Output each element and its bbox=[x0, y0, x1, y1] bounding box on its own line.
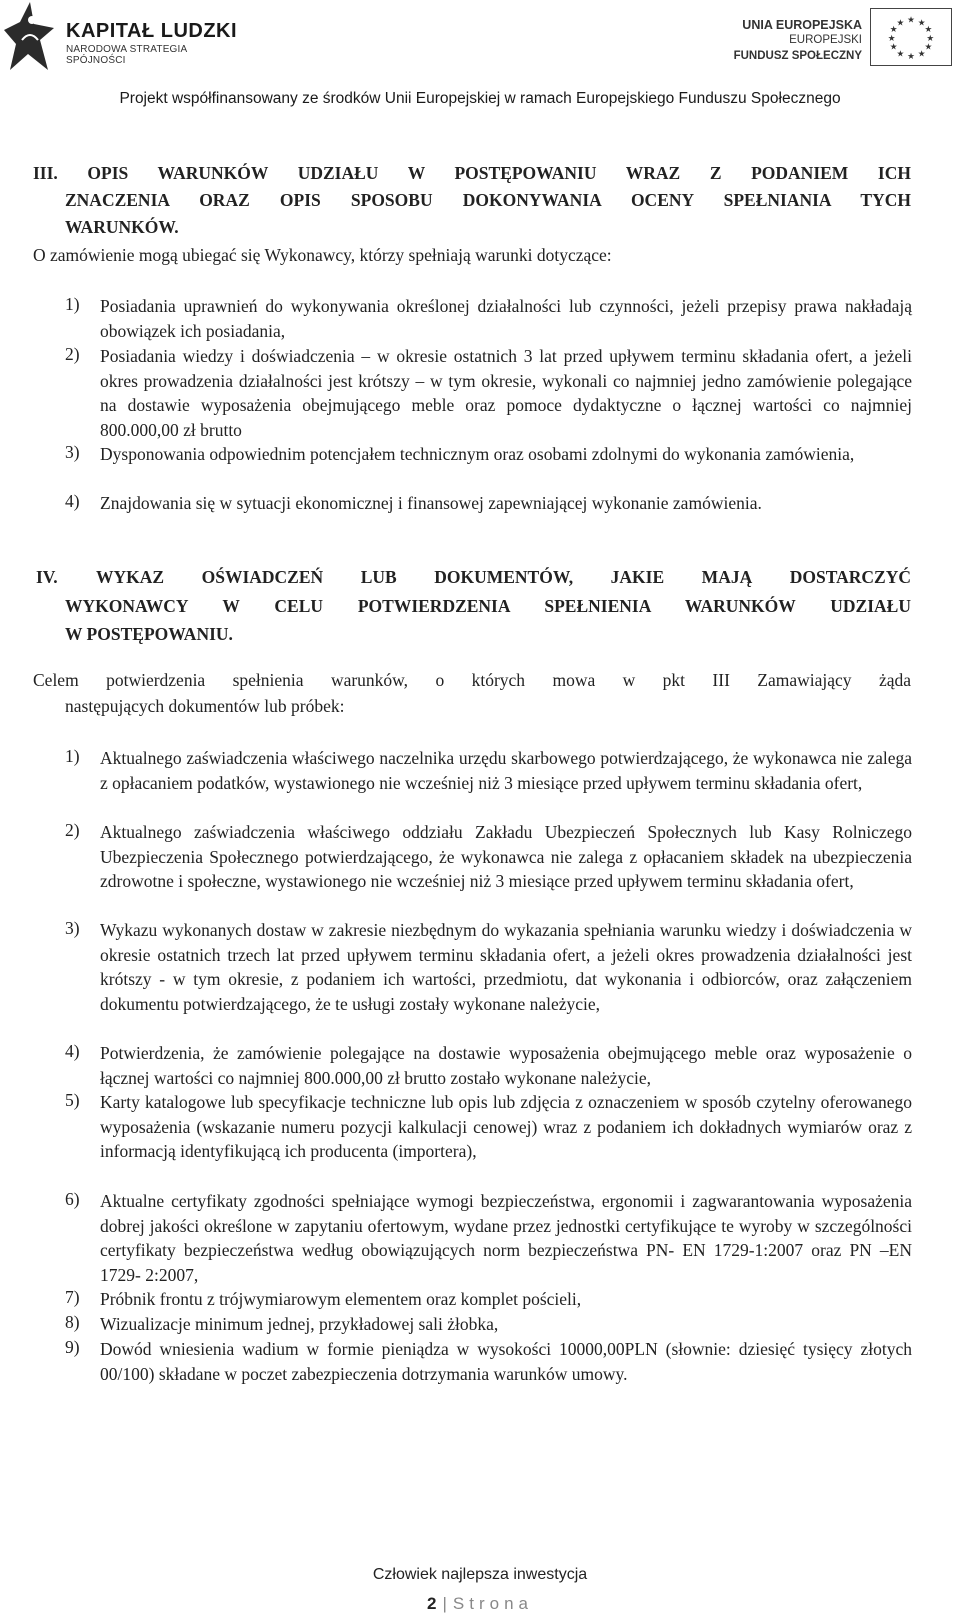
kapital-ludzki-subtitle: NARODOWA STRATEGIA SPÓJNOŚCI bbox=[66, 44, 187, 66]
footer-motto: Człowiek najlepsza inwestycja bbox=[372, 1566, 588, 1583]
eu-flag-icon bbox=[870, 8, 952, 66]
svg-text:★: ★ bbox=[907, 52, 915, 63]
section3-item3-text: Dysponowania odpowiednim potencjałem technicznym oraz osobami zdolnymi do wykonania zamówienia, bbox=[100, 444, 855, 464]
section4-item5-number: 5) bbox=[65, 1090, 80, 1110]
svg-text:★: ★ bbox=[896, 18, 905, 29]
svg-text:★: ★ bbox=[896, 49, 905, 60]
section4-heading-line3: W POSTĘPOWANIU. bbox=[65, 624, 233, 644]
section4-item9-text: Dowód wniesienia wadium w formie pieniądza w wysokości 10000,00PLN (słownie: dziesięć tysięcy złotych 00/100) składane w poczet zabezpieczenia dotrzymania warunków umowy. bbox=[100, 1339, 912, 1384]
project-cofinancing-line: Projekt współfinansowany ze środków Unii Europejskiej w ramach Europejskiego Funduszu Społecznego bbox=[119, 90, 841, 107]
kapital-ludzki-title: KAPITAŁ LUDZKI bbox=[66, 20, 238, 42]
section4-item4-text: Potwierdzenia, że zamówienie polegające na dostawie wyposażenia obejmującego meble oraz wyposażenie o łącznej wartości co najmniej 800.000,00 zł brutto zostało wykonane należycie, bbox=[100, 1043, 912, 1088]
section3-item3-number: 3) bbox=[65, 442, 80, 462]
section4-item5-text: Karty katalogowe lub specyfikacje techniczne lub opis lub zdjęcia z oznaczeniem w sposób czytelny oferowanego wyposażenia (wskazanie numeru pozycji kalkulacji cenowej) wraz z podaniem ich dokładnych wymiarów oraz z informacją identyfikującą ich producenta (importera), bbox=[100, 1092, 912, 1161]
section4-item8-number: 8) bbox=[65, 1312, 80, 1332]
kapital-ludzki-logo bbox=[2, 0, 242, 78]
eu-line2: EUROPEJSKI bbox=[789, 34, 862, 46]
section4-heading-line2: WYKONAWCY W CELU POTWIERDZENIA SPEŁNIENIA WARUNKÓW UDZIAŁU bbox=[65, 596, 911, 616]
page-number: 2 bbox=[427, 1594, 437, 1613]
page-label: Strona bbox=[452, 1594, 533, 1613]
section4-number: IV. bbox=[36, 567, 58, 587]
section4-intro-line2: następujących dokumentów lub próbek: bbox=[65, 696, 345, 716]
svg-text:★: ★ bbox=[889, 42, 898, 53]
eu-line3: FUNDUSZ SPOŁECZNY bbox=[733, 50, 862, 62]
svg-text:★: ★ bbox=[917, 18, 926, 29]
page-separator: | bbox=[442, 1594, 447, 1613]
section4-item2-text: Aktualnego zaświadczenia właściwego oddziału Zakładu Ubezpieczeń Społecznych lub Kasy Rolniczego Ubezpieczenia Społecznego potwierdzającego, że wykonawca nie zalega z opłacaniem składek na ubezpieczenia zdrowotne i społeczne, wystawionego nie wcześniej niż 3 miesiące przed upływem terminu składania ofert, bbox=[100, 822, 912, 891]
section3-heading-line2: ZNACZENIA ORAZ OPIS SPOSOBU DOKONYWANIA OCENY SPEŁNIANIA TYCH bbox=[65, 190, 911, 210]
section4-item9-number: 9) bbox=[65, 1337, 80, 1357]
section4-item8-text: Wizualizacje minimum jednej, przykładowej sali żłobka, bbox=[100, 1314, 499, 1334]
section3-item2-text: Posiadania wiedzy i doświadczenia – w okresie ostatnich 3 lat przed upływem terminu składania ofert, a jeżeli okres prowadzenia działalności jest krótszy – w tym okresie, wykonali co najmniej jedno zamówienie polegające na dostawie wyposażenia obejmującego meble oraz pomoce dydaktyczne o łącznej wartości co najmniej 800.000,00 zł brutto bbox=[100, 346, 912, 440]
kapital-ludzki-emblem-icon bbox=[2, 0, 56, 76]
section4-item4-number: 4) bbox=[65, 1041, 80, 1061]
svg-text:★: ★ bbox=[907, 15, 915, 26]
section4-item1-text: Aktualnego zaświadczenia właściwego naczelnika urzędu skarbowego potwierdzającego, że wykonawca nie zalega z opłacaniem podatków, wystawionego nie wcześniej niż 3 miesiące przed upływem terminu składania ofert, bbox=[100, 748, 912, 793]
section3-item2-number: 2) bbox=[65, 344, 80, 364]
section4-item2-number: 2) bbox=[65, 820, 80, 840]
svg-text:★: ★ bbox=[917, 49, 926, 60]
section3-item4-number: 4) bbox=[65, 491, 80, 511]
section4-item6-number: 6) bbox=[65, 1189, 80, 1209]
section4-heading-line1: WYKAZ OŚWIADCZEŃ LUB DOKUMENTÓW, JAKIE MAJĄ DOSTARCZYĆ bbox=[96, 567, 911, 587]
section4-item1-number: 1) bbox=[65, 746, 80, 766]
section4-item7-text: Próbnik frontu z trójwymiarowym elementem oraz komplet pościeli, bbox=[100, 1289, 582, 1309]
section4-item3-number: 3) bbox=[65, 918, 80, 938]
section4-item3-text: Wykazu wykonanych dostaw w zakresie niezbędnym do wykazania spełniania warunku wiedzy i doświadczenia w okresie ostatnich trzech lat przed upływem terminu składania ofert, a jeżeli okres prowadzenia działalności jest krótszy - w tym okresie, z podaniem ich wartości, przedmiotu, dat wykonania i odbiorców, oraz załączeniem dokumentu potwierdzającego, że te usługi zostały wykonane należycie, bbox=[100, 920, 912, 1014]
section3-item1-number: 1) bbox=[65, 294, 80, 314]
eu-line1: UNIA EUROPEJSKA bbox=[742, 18, 862, 32]
svg-text:★: ★ bbox=[926, 33, 935, 44]
section3-item4-text: Znajdowania się w sytuacji ekonomicznej i finansowej zapewniającej wykonanie zamówienia. bbox=[100, 493, 762, 513]
svg-text:★: ★ bbox=[887, 33, 896, 44]
section4-item7-number: 7) bbox=[65, 1287, 80, 1307]
section3-heading-line1: III. OPIS WARUNKÓW UDZIAŁU W POSTĘPOWANIU WRAZ Z PODANIEM ICH bbox=[33, 163, 911, 183]
section4-item6-text: Aktualne certyfikaty zgodności spełniające wymogi bezpieczeństwa, ergonomii i zagwarantowania wyposażenia dobrej jakości określone w zapytaniu ofertowym, wydane przez jednostki certyfikujące te wyroby w szczególności certyfikaty bezpieczeństwa według obowiązujących norm bezpieczeństwa PN- EN 1729-1:2007 oraz PN –EN 1729- 2:2007, bbox=[100, 1191, 912, 1285]
section4-intro-line1: Celem potwierdzenia spełnienia warunków, o których mowa w pkt III Zamawiający żąda bbox=[33, 670, 911, 690]
section3-heading-line3: WARUNKÓW. bbox=[65, 217, 179, 237]
section3-item1-text: Posiadania uprawnień do wykonywania określonej działalności lub czynności, jeżeli przepisy prawa nakładają obowiązek ich posiadania, bbox=[100, 296, 912, 341]
svg-text:★: ★ bbox=[889, 25, 898, 36]
svg-text:★: ★ bbox=[924, 25, 933, 36]
svg-text:★: ★ bbox=[924, 42, 933, 53]
page-number-footer bbox=[0, 1594, 960, 1614]
section3-intro: O zamówienie mogą ubiegać się Wykonawcy, którzy spełniają warunki dotyczące: bbox=[33, 245, 612, 265]
eu-logo bbox=[733, 6, 960, 72]
